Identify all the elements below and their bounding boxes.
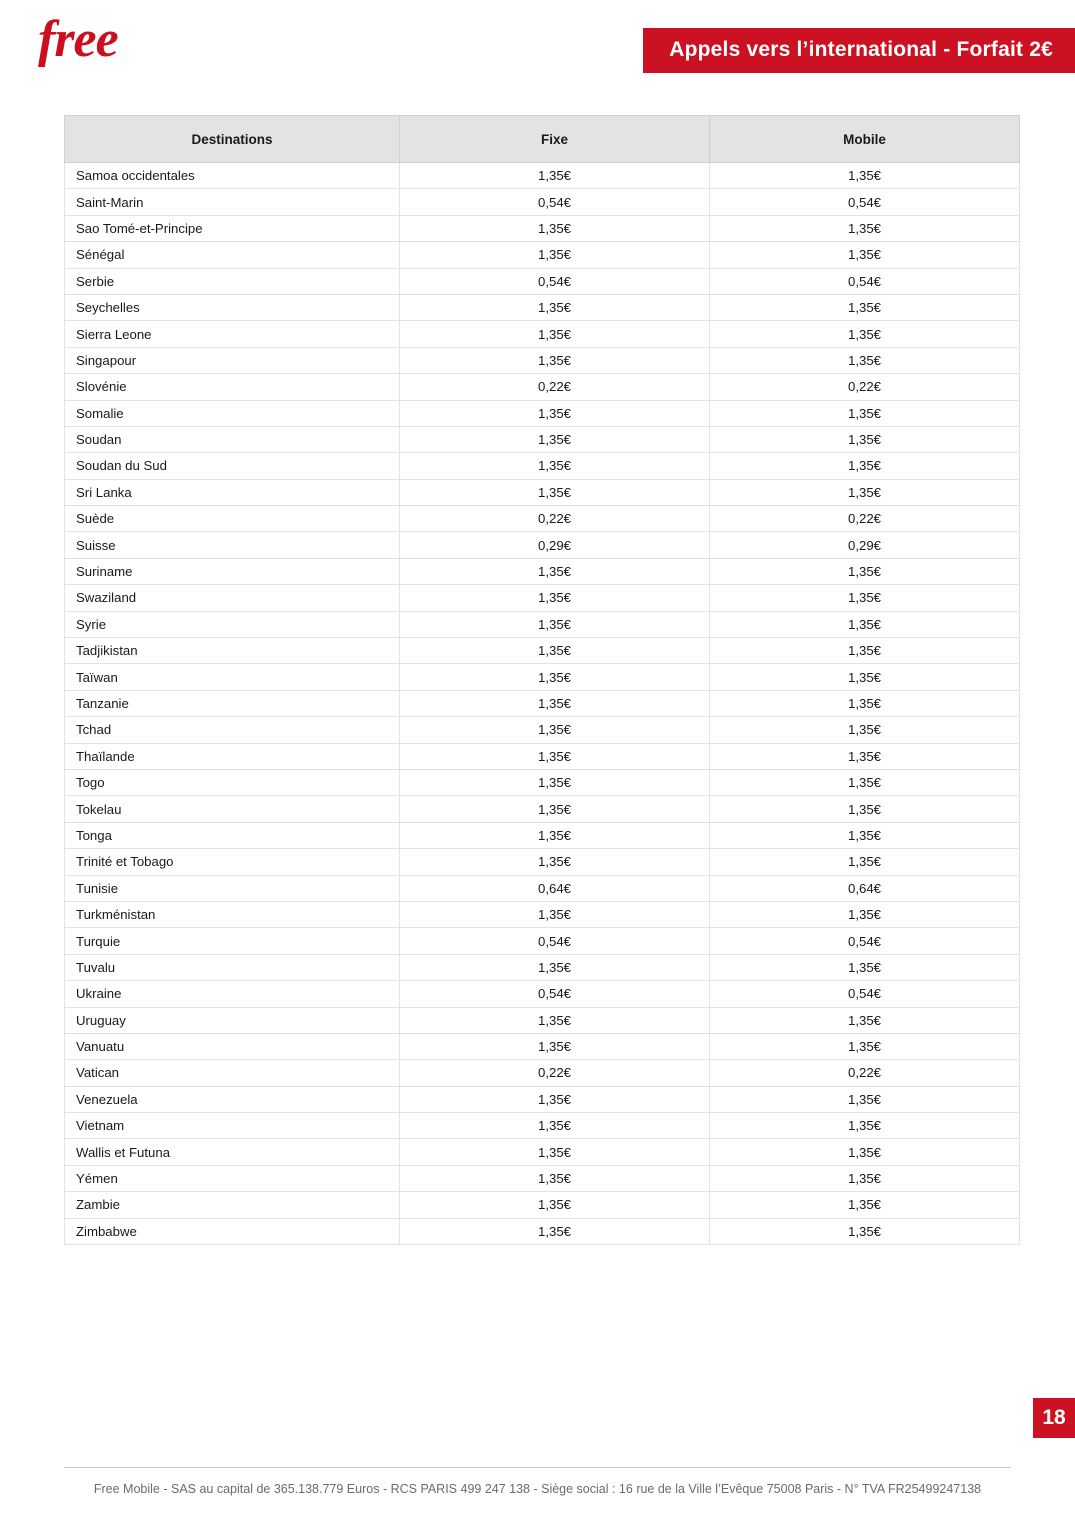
cell-price-mobile: 0,29€ (710, 532, 1020, 558)
cell-price-mobile: 0,22€ (710, 506, 1020, 532)
cell-destination: Soudan du Sud (65, 453, 400, 479)
cell-destination: Tuvalu (65, 954, 400, 980)
cell-price-mobile: 1,35€ (710, 611, 1020, 637)
cell-price-fixe: 0,54€ (400, 268, 710, 294)
table-row (65, 1165, 1020, 1191)
cell-price-fixe: 1,35€ (400, 347, 710, 373)
cell-destination: Vanuatu (65, 1033, 400, 1059)
table-row (65, 743, 1020, 769)
cell-destination: Ukraine (65, 981, 400, 1007)
cell-price-mobile: 1,35€ (710, 849, 1020, 875)
cell-price-mobile: 1,35€ (710, 690, 1020, 716)
rates-table-head (65, 116, 1020, 163)
cell-price-fixe: 1,35€ (400, 1033, 710, 1059)
cell-price-fixe: 1,35€ (400, 849, 710, 875)
cell-price-mobile: 1,35€ (710, 347, 1020, 373)
table-row (65, 1086, 1020, 1112)
cell-price-mobile: 1,35€ (710, 453, 1020, 479)
rates-table (64, 115, 1020, 1245)
cell-price-mobile: 0,54€ (710, 981, 1020, 1007)
table-row (65, 374, 1020, 400)
table-row (65, 347, 1020, 373)
cell-price-mobile: 1,35€ (710, 558, 1020, 584)
cell-destination: Thaïlande (65, 743, 400, 769)
cell-price-fixe: 0,22€ (400, 1060, 710, 1086)
cell-price-fixe: 0,64€ (400, 875, 710, 901)
cell-destination: Tunisie (65, 875, 400, 901)
cell-price-fixe: 0,29€ (400, 532, 710, 558)
cell-price-mobile: 1,35€ (710, 294, 1020, 320)
table-row (65, 453, 1020, 479)
footer-divider (64, 1467, 1011, 1468)
footer-legal-text: Free Mobile - SAS au capital de 365.138.779 Euros - RCS PARIS 499 247 138 - Siège social : 16 rue de la Ville l’Evêque 75008 Paris - N° TVA FR25499247138 (93, 1482, 982, 1496)
cell-destination: Yémen (65, 1165, 400, 1191)
cell-destination: Seychelles (65, 294, 400, 320)
cell-price-mobile: 1,35€ (710, 796, 1020, 822)
cell-destination: Sri Lanka (65, 479, 400, 505)
cell-price-mobile: 1,35€ (710, 1113, 1020, 1139)
table-row (65, 268, 1020, 294)
cell-price-fixe: 1,35€ (400, 1113, 710, 1139)
cell-destination: Trinité et Tobago (65, 849, 400, 875)
cell-price-mobile: 1,35€ (710, 1192, 1020, 1218)
cell-price-fixe: 0,22€ (400, 374, 710, 400)
cell-destination: Serbie (65, 268, 400, 294)
cell-price-fixe: 1,35€ (400, 558, 710, 584)
table-row (65, 638, 1020, 664)
table-row (65, 1007, 1020, 1033)
cell-price-mobile: 1,35€ (710, 1165, 1020, 1191)
table-row (65, 321, 1020, 347)
table-row (65, 558, 1020, 584)
cell-price-mobile: 1,35€ (710, 163, 1020, 189)
cell-destination: Taïwan (65, 664, 400, 690)
cell-price-fixe: 0,22€ (400, 506, 710, 532)
cell-destination: Slovénie (65, 374, 400, 400)
cell-price-fixe: 1,35€ (400, 242, 710, 268)
table-row (65, 690, 1020, 716)
cell-price-mobile: 1,35€ (710, 769, 1020, 795)
table-row (65, 400, 1020, 426)
cell-destination: Sao Tomé-et-Principe (65, 215, 400, 241)
cell-price-fixe: 1,35€ (400, 163, 710, 189)
cell-price-fixe: 1,35€ (400, 585, 710, 611)
cell-destination: Suède (65, 506, 400, 532)
table-row (65, 1033, 1020, 1059)
cell-price-fixe: 1,35€ (400, 294, 710, 320)
table-row (65, 163, 1020, 189)
page-header (0, 0, 1075, 92)
cell-price-mobile: 1,35€ (710, 901, 1020, 927)
table-row (65, 585, 1020, 611)
table-row (65, 1060, 1020, 1086)
rates-table-body (65, 163, 1020, 1245)
table-header-row (65, 116, 1020, 163)
rates-table-container (64, 115, 1010, 1245)
cell-price-fixe: 1,35€ (400, 1192, 710, 1218)
table-row (65, 928, 1020, 954)
cell-price-mobile: 1,35€ (710, 664, 1020, 690)
cell-price-mobile: 1,35€ (710, 321, 1020, 347)
cell-destination: Tonga (65, 822, 400, 848)
cell-price-fixe: 1,35€ (400, 954, 710, 980)
cell-price-fixe: 1,35€ (400, 426, 710, 452)
cell-destination: Tanzanie (65, 690, 400, 716)
table-row (65, 1139, 1020, 1165)
cell-price-mobile: 1,35€ (710, 717, 1020, 743)
cell-price-fixe: 1,35€ (400, 690, 710, 716)
cell-destination: Turquie (65, 928, 400, 954)
cell-price-mobile: 1,35€ (710, 1007, 1020, 1033)
column-header-destinations: Destinations (65, 116, 400, 163)
cell-destination: Saint-Marin (65, 189, 400, 215)
table-row (65, 796, 1020, 822)
table-row (65, 242, 1020, 268)
column-header-mobile: Mobile (710, 116, 1020, 163)
table-row (65, 294, 1020, 320)
cell-price-fixe: 1,35€ (400, 479, 710, 505)
cell-price-mobile: 1,35€ (710, 585, 1020, 611)
cell-price-fixe: 0,54€ (400, 981, 710, 1007)
cell-price-mobile: 1,35€ (710, 743, 1020, 769)
table-row (65, 479, 1020, 505)
cell-destination: Tchad (65, 717, 400, 743)
table-row (65, 664, 1020, 690)
cell-price-fixe: 1,35€ (400, 664, 710, 690)
cell-price-fixe: 1,35€ (400, 1086, 710, 1112)
cell-destination: Sierra Leone (65, 321, 400, 347)
cell-price-mobile: 1,35€ (710, 242, 1020, 268)
table-row (65, 215, 1020, 241)
table-row (65, 717, 1020, 743)
cell-price-mobile: 1,35€ (710, 954, 1020, 980)
page-title-banner: Appels vers l’international - Forfait 2€ (643, 28, 1075, 73)
cell-price-fixe: 1,35€ (400, 717, 710, 743)
cell-price-mobile: 0,64€ (710, 875, 1020, 901)
cell-destination: Samoa occidentales (65, 163, 400, 189)
cell-price-fixe: 0,54€ (400, 928, 710, 954)
table-row (65, 611, 1020, 637)
cell-price-mobile: 1,35€ (710, 479, 1020, 505)
table-row (65, 822, 1020, 848)
cell-destination: Turkménistan (65, 901, 400, 927)
cell-price-mobile: 1,35€ (710, 426, 1020, 452)
table-row (65, 1113, 1020, 1139)
cell-price-fixe: 1,35€ (400, 1165, 710, 1191)
cell-destination: Somalie (65, 400, 400, 426)
cell-price-fixe: 1,35€ (400, 796, 710, 822)
cell-price-fixe: 1,35€ (400, 743, 710, 769)
cell-destination: Vietnam (65, 1113, 400, 1139)
table-row (65, 954, 1020, 980)
table-row (65, 189, 1020, 215)
cell-price-mobile: 0,54€ (710, 268, 1020, 294)
cell-destination: Suisse (65, 532, 400, 558)
cell-destination: Tokelau (65, 796, 400, 822)
cell-price-mobile: 1,35€ (710, 215, 1020, 241)
cell-price-fixe: 1,35€ (400, 453, 710, 479)
free-logo: free (38, 11, 118, 68)
cell-price-fixe: 1,35€ (400, 769, 710, 795)
cell-price-mobile: 0,22€ (710, 1060, 1020, 1086)
table-row (65, 981, 1020, 1007)
cell-destination: Wallis et Futuna (65, 1139, 400, 1165)
cell-destination: Swaziland (65, 585, 400, 611)
cell-price-mobile: 1,35€ (710, 1033, 1020, 1059)
cell-destination: Soudan (65, 426, 400, 452)
cell-price-mobile: 0,54€ (710, 189, 1020, 215)
column-header-fixe: Fixe (400, 116, 710, 163)
table-row (65, 875, 1020, 901)
table-row (65, 769, 1020, 795)
cell-price-fixe: 0,54€ (400, 189, 710, 215)
cell-price-mobile: 1,35€ (710, 400, 1020, 426)
cell-price-fixe: 1,35€ (400, 1218, 710, 1244)
table-row (65, 849, 1020, 875)
cell-price-fixe: 1,35€ (400, 1007, 710, 1033)
cell-destination: Zimbabwe (65, 1218, 400, 1244)
cell-price-fixe: 1,35€ (400, 901, 710, 927)
cell-destination: Tadjikistan (65, 638, 400, 664)
cell-destination: Vatican (65, 1060, 400, 1086)
cell-destination: Togo (65, 769, 400, 795)
table-row (65, 1218, 1020, 1244)
cell-price-fixe: 1,35€ (400, 400, 710, 426)
cell-price-mobile: 1,35€ (710, 1139, 1020, 1165)
cell-price-mobile: 1,35€ (710, 638, 1020, 664)
cell-price-fixe: 1,35€ (400, 215, 710, 241)
table-row (65, 532, 1020, 558)
table-row (65, 1192, 1020, 1218)
cell-price-fixe: 1,35€ (400, 638, 710, 664)
cell-destination: Uruguay (65, 1007, 400, 1033)
cell-destination: Singapour (65, 347, 400, 373)
cell-price-mobile: 1,35€ (710, 1218, 1020, 1244)
cell-destination: Suriname (65, 558, 400, 584)
cell-price-fixe: 1,35€ (400, 321, 710, 347)
table-row (65, 506, 1020, 532)
cell-price-fixe: 1,35€ (400, 822, 710, 848)
cell-price-fixe: 1,35€ (400, 1139, 710, 1165)
cell-price-fixe: 1,35€ (400, 611, 710, 637)
cell-destination: Zambie (65, 1192, 400, 1218)
table-row (65, 901, 1020, 927)
page-number-badge: 18 (1033, 1398, 1075, 1438)
cell-destination: Venezuela (65, 1086, 400, 1112)
cell-price-mobile: 1,35€ (710, 1086, 1020, 1112)
cell-destination: Syrie (65, 611, 400, 637)
cell-price-mobile: 0,54€ (710, 928, 1020, 954)
table-row (65, 426, 1020, 452)
cell-price-mobile: 0,22€ (710, 374, 1020, 400)
cell-price-mobile: 1,35€ (710, 822, 1020, 848)
cell-destination: Sénégal (65, 242, 400, 268)
